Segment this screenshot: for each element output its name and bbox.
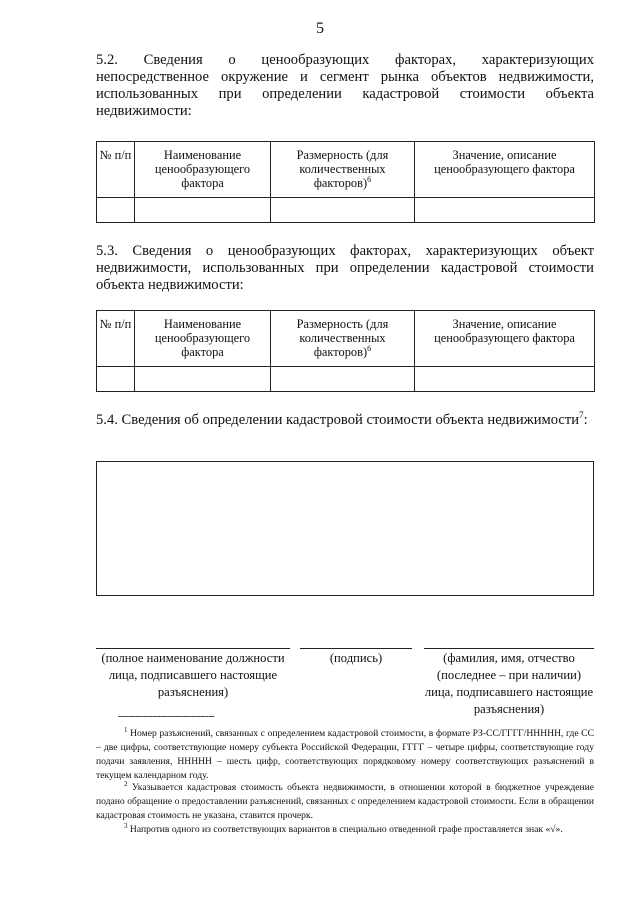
sign-signature-line bbox=[300, 648, 412, 649]
footnote-2-text: Указывается кадастровая стоимость объекта недвижимости, в отношении которой в бюджетное учреждение подано обращение о предоставлении разъяснений, связанных с определением кадастровой стоимости. Если в обращении кадастровая стоимость не указана, ставится прочерк. bbox=[96, 782, 594, 821]
factor-table-5-3 bbox=[96, 310, 595, 392]
col-number-header: № п/п bbox=[97, 311, 135, 367]
sign-caption: (подпись) bbox=[329, 651, 383, 665]
footnote-3-text: Напротив одного из соответствующих вариантов в специально отведенной графе проставляется знак «√». bbox=[129, 824, 563, 835]
table-row bbox=[97, 367, 595, 392]
col-dimension-header bbox=[271, 142, 415, 198]
col-value-header: Значение, описание ценообразующего фактора bbox=[415, 311, 595, 367]
table-row bbox=[97, 198, 595, 223]
table-header-row bbox=[97, 142, 595, 198]
name-signature-line bbox=[424, 648, 594, 649]
cadastral-determination-box[interactable] bbox=[96, 461, 594, 596]
footnote-ref-7: 7 bbox=[579, 410, 584, 421]
footnote-1-number: 1 bbox=[124, 725, 128, 734]
footnote-ref-6: 6 bbox=[367, 174, 372, 184]
col-dimension-label: Размерность (для количественных факторов) bbox=[296, 317, 389, 359]
col-dimension-header bbox=[271, 311, 415, 367]
col-number-header: № п/п bbox=[97, 142, 135, 198]
table-cell[interactable] bbox=[135, 367, 271, 392]
footnote-3-number: 3 bbox=[124, 821, 128, 830]
section-5-2-text: 5.2. Сведения о ценообразующих факторах, характеризующих непосредственное окружение и сегмент рынка объектов недвижимости, использованных при определении кадастровой стоимости объекта недвижимости: bbox=[96, 52, 594, 119]
section-5-3-text: 5.3. Сведения о ценообразующих факторах, характеризующих объект недвижимости, использованных при определении кадастровой стоимости объекта недвижимости: bbox=[96, 243, 594, 293]
footnote-separator: ---------------------------------- bbox=[118, 711, 215, 722]
table-cell[interactable] bbox=[271, 198, 415, 223]
table-cell[interactable] bbox=[135, 198, 271, 223]
name-caption: (фамилия, имя, отчество (последнее – при наличии) лица, подписавшего настоящие разъяснения) bbox=[424, 651, 594, 716]
footnote-2 bbox=[96, 781, 594, 823]
position-signature-line bbox=[96, 648, 290, 649]
table-cell[interactable] bbox=[415, 198, 595, 223]
footnote-1 bbox=[96, 727, 594, 783]
position-caption: (полное наименование должности лица, подписавшего настоящие разъяснения) bbox=[101, 651, 285, 699]
section-5-4-text bbox=[96, 412, 594, 429]
table-cell[interactable] bbox=[415, 367, 595, 392]
footnote-2-number: 2 bbox=[124, 779, 128, 788]
footnote-3 bbox=[96, 823, 594, 837]
table-cell[interactable] bbox=[97, 367, 135, 392]
table-cell[interactable] bbox=[271, 367, 415, 392]
page-number: 5 bbox=[316, 20, 324, 37]
section-5-4-colon: : bbox=[583, 412, 588, 428]
table-cell[interactable] bbox=[97, 198, 135, 223]
col-value-header: Значение, описание ценообразующего фактора bbox=[415, 142, 595, 198]
table-header-row bbox=[97, 311, 595, 367]
factor-table-5-2 bbox=[96, 141, 595, 223]
col-name-header: Наименование ценообразующего фактора bbox=[135, 311, 271, 367]
col-name-header: Наименование ценообразующего фактора bbox=[135, 142, 271, 198]
col-dimension-label: Размерность (для количественных факторов) bbox=[296, 148, 389, 190]
footnote-ref-6: 6 bbox=[367, 343, 372, 353]
footnote-1-text: Номер разъяснений, связанных с определением кадастровой стоимости, в формате РЗ-СС/ГГГГ/ННННН, где СС – две цифры, соответствующие номеру субъекта Российской Федерации, ГГГГ – четыре цифры, соответствующие году подачи заявления, ННННН – шесть цифр, соответствующих порядковому номеру соответствующих разъяснений в текущем календарном году. bbox=[96, 728, 594, 781]
section-5-4-label: 5.4. Сведения об определении кадастровой стоимости объекта недвижимости bbox=[96, 412, 580, 428]
